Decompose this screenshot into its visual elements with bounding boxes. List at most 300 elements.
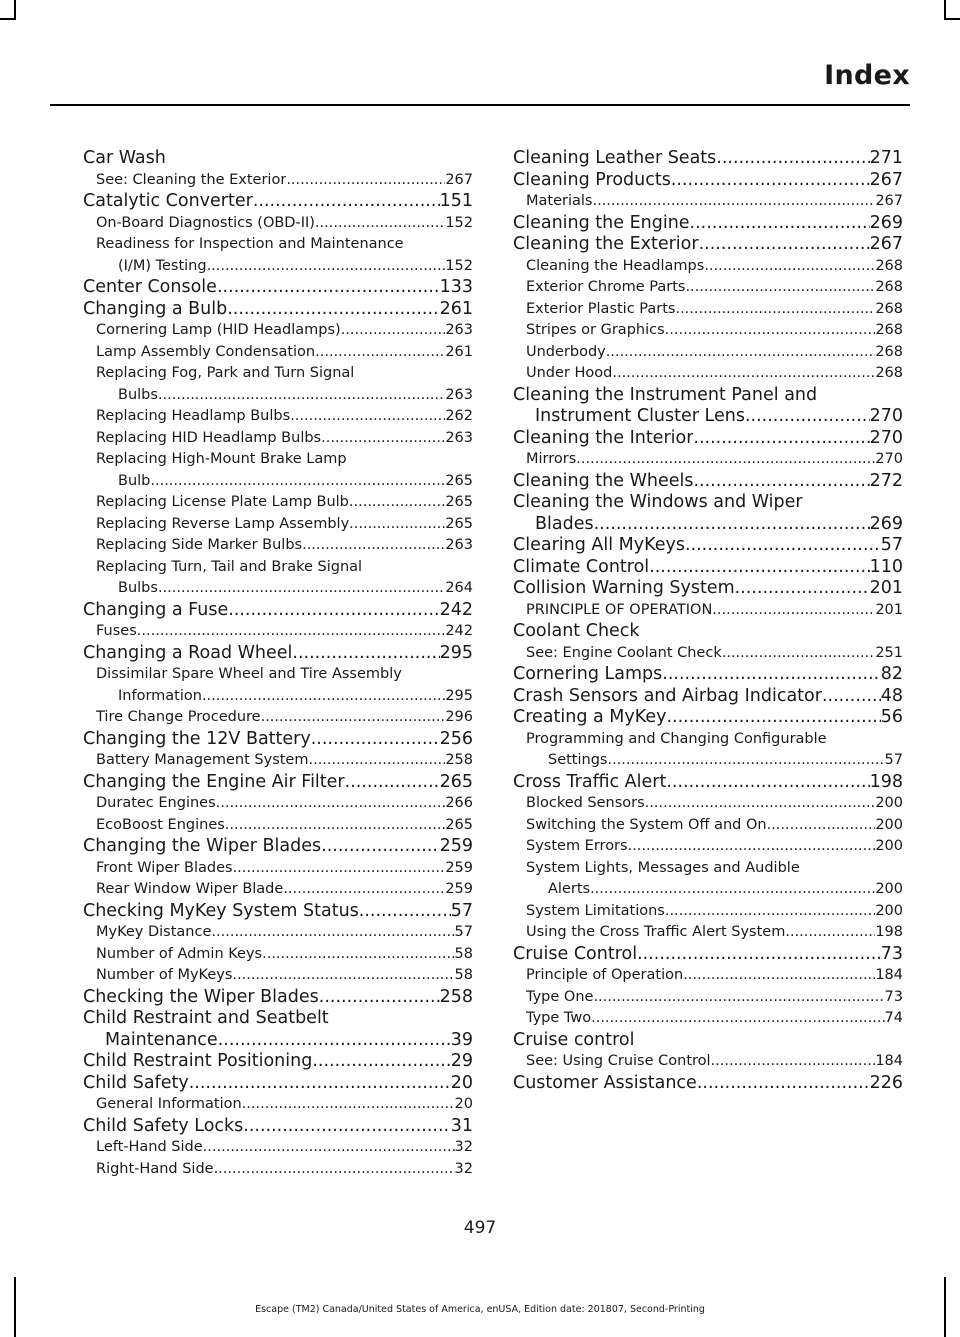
page-reference: 270 [869,406,903,426]
dot-leader [637,944,881,966]
page-reference: 151 [439,191,473,211]
entry-text: Coolant Check [513,621,640,641]
index-heading [513,385,903,407]
entry-text: Cleaning the Exterior [513,234,699,254]
page-reference: 200 [875,881,903,897]
dot-leader [315,213,445,235]
page-reference: 258 [439,986,473,1007]
index-heading [83,1051,473,1073]
entry-text: Dissimilar Spare Wheel and Tire Assembly [96,666,402,682]
entry-text: Cleaning the Engine [513,212,690,233]
page-reference: 200 [875,795,903,811]
dot-leader [576,449,875,471]
entry-text: Bulbs [118,580,158,596]
entry-text: Child Restraint and Seatbelt [83,1008,329,1028]
entry-text: Using the Cross Traffic Alert System [526,924,786,940]
index-subentry [513,1008,903,1030]
page-reference: 264 [445,580,473,596]
index-subentry [83,578,473,600]
entry-text: Rear Window Wiper Blade [96,881,284,897]
index-heading [83,836,473,858]
page-reference: 265 [445,816,473,833]
index-subentry [83,385,473,407]
page-reference: 267 [445,171,473,188]
entry-text: Cruise Control [513,943,638,964]
dot-leader [349,514,445,536]
index-heading [513,1073,903,1095]
entry-text: Underbody [526,343,606,360]
index-subentry [513,879,903,901]
dot-leader [662,664,880,686]
page-reference: 263 [445,537,473,553]
page-reference: 32 [454,1139,473,1155]
page-reference: 58 [454,945,473,962]
index-subentry [83,256,473,278]
entry-text: Materials [526,193,593,209]
entry-text: Type One [526,988,594,1005]
dot-leader [225,815,446,837]
page-reference: 152 [445,257,473,274]
dot-leader [735,578,870,600]
entry-text: On-Board Diagnostics (OBD-II) [96,214,315,231]
dot-leader [671,170,870,192]
page-reference: 271 [869,148,903,168]
index-subentry [83,213,473,235]
page-reference: 270 [869,427,903,448]
index-subentry [83,944,473,966]
dot-leader [683,965,875,987]
entry-text: Replacing Reverse Lamp Assembly [96,515,350,532]
entry-text: General Information [96,1096,242,1112]
dot-leader [232,965,454,987]
dot-leader [227,299,439,321]
page-reference: 74 [884,1010,903,1026]
index-subentry [513,342,903,364]
dot-leader [283,879,445,901]
index-heading [513,471,903,493]
index-subentry [513,320,903,342]
entry-text: Changing a Fuse [83,599,229,620]
entry-text: Under Hood [526,365,613,381]
crop-mark [944,18,960,20]
dot-leader [242,1094,455,1116]
index-subentry [513,858,903,880]
dot-leader [243,1116,450,1138]
entry-text: Information [118,687,202,704]
page-reference: 268 [875,300,903,317]
page-reference: 268 [875,343,903,360]
index-subentry [513,793,903,815]
entry-text: Replacing HID Headlamp Bulbs [96,429,322,446]
index-subentry [83,1094,473,1116]
page-reference: 57 [450,900,473,921]
entry-text: Replacing License Plate Lamp Bulb [96,494,349,510]
page-reference: 48 [880,685,903,706]
dot-leader [666,772,869,794]
entry-text: Stripes or Graphics [526,322,665,338]
dot-leader [233,858,446,880]
index-subentry [513,815,903,837]
dot-leader [712,600,875,622]
dot-leader [822,686,881,708]
index-subentry [83,707,473,729]
page-reference: 267 [875,193,903,209]
entry-text: MyKey Distance [96,924,212,940]
entry-text: Car Wash [83,148,166,168]
index-heading [513,621,903,643]
entry-text: Blades [535,513,594,534]
dot-leader [302,535,445,557]
dot-leader [704,256,875,278]
dot-leader [593,987,884,1009]
page-reference: 251 [875,644,903,661]
entry-text: System Errors [526,838,628,854]
dot-leader [359,901,451,923]
page-reference: 201 [875,601,903,618]
index-heading [83,901,473,923]
index-heading [513,944,903,966]
dot-leader [722,643,876,665]
entry-text: Changing the Wiper Blades [83,836,322,856]
index-subentry [83,664,473,686]
entry-text: Child Safety Locks [83,1115,244,1136]
dot-leader [207,256,446,278]
page-reference: 265 [445,494,473,510]
index-subentry [83,320,473,342]
dot-leader [321,428,445,450]
dot-leader [699,234,870,256]
index-subentry [513,901,903,923]
dot-leader [228,600,439,622]
entry-text: Left-Hand Side [96,1139,203,1155]
page-reference: 152 [445,214,473,231]
page-reference: 270 [875,451,903,467]
entry-text: Blocked Sensors [526,795,645,811]
entry-text: See: Engine Coolant Check [526,644,722,661]
entry-text: Cruise control [513,1029,635,1050]
dot-leader [690,213,870,235]
dot-leader [189,1073,451,1095]
page-reference: 256 [439,728,473,749]
entry-text: Switching the System Off and On [526,816,767,833]
entry-text: Checking MyKey System Status [83,900,359,921]
entry-text: Bulb [118,472,151,489]
dot-leader [203,1137,455,1159]
page-reference: 58 [454,967,473,983]
index-subentry [83,1137,473,1159]
index-subentry [83,557,473,579]
dot-leader [158,578,445,600]
entry-text: Replacing Fog, Park and Turn Signal [96,365,355,381]
index-subentry [83,342,473,364]
index-subentry [513,277,903,299]
entry-text: See: Using Cruise Control [526,1053,711,1069]
index-column-left [83,148,473,1180]
entry-text: Lamp Assembly Condensation [96,343,316,360]
page-reference: 200 [875,902,903,919]
page-reference: 268 [875,279,903,295]
entry-text: PRINCIPLE OF OPERATION [526,601,713,618]
index-subentry [83,621,473,643]
entry-text: Replacing High-Mount Brake Lamp [96,451,347,467]
crop-mark [14,0,16,20]
dot-leader [645,793,876,815]
page-reference: 295 [439,642,473,663]
index-subentry [513,750,903,772]
page-reference: 263 [445,322,473,338]
page-reference: 267 [869,234,903,254]
page-reference: 20 [454,1096,473,1112]
index-subentry [83,815,473,837]
dot-leader [345,772,440,794]
dot-leader [202,686,445,708]
entry-text: Replacing Headlamp Bulbs [96,408,291,424]
index-heading [83,1008,473,1030]
index-heading [513,707,903,729]
entry-text: Mirrors [526,451,577,467]
index-subentry [83,449,473,471]
index-heading [83,987,473,1009]
page-reference: 269 [869,513,903,534]
dot-leader [150,471,445,493]
dot-leader [693,471,869,493]
page-reference: 259 [439,836,473,856]
page-reference: 226 [869,1072,903,1093]
page-reference: 57 [884,752,903,768]
index-subentry [83,406,473,428]
entry-text: Right-Hand Side [96,1160,214,1177]
page-reference: 261 [439,298,473,319]
index-subentry [513,363,903,385]
index-subentry [83,965,473,987]
entry-text: Cleaning the Headlamps [526,257,705,274]
index-subentry [513,965,903,987]
page-reference: 201 [869,578,903,598]
entry-text: Replacing Turn, Tail and Brake Signal [96,558,363,575]
index-subentry [83,492,473,514]
dot-leader [253,191,440,213]
entry-text: Tire Change Procedure [96,709,261,725]
page-reference: 31 [450,1115,473,1136]
entry-text: Crash Sensors and Airbag Indicator [513,685,822,706]
page-reference: 269 [869,212,903,233]
index-subentry [83,686,473,708]
page-reference: 266 [445,795,473,811]
entry-text: (I/M) Testing [118,257,207,274]
entry-text: Checking the Wiper Blades [83,986,319,1007]
dot-leader [594,514,870,536]
index-heading [513,492,903,514]
index-heading [83,148,473,170]
dot-leader [665,320,876,342]
index-heading [513,664,903,686]
index-heading [513,170,903,192]
crop-mark [944,0,946,20]
entry-text: System Limitations [526,902,665,919]
dot-leader [308,750,445,772]
entry-text: Type Two [526,1010,592,1026]
index-subentry [83,793,473,815]
dot-leader [158,385,445,407]
index-heading [83,772,473,794]
entry-text: Cleaning Leather Seats [513,148,717,168]
index-heading [513,557,903,579]
dot-leader [211,922,454,944]
entry-text: Front Wiper Blades [96,859,233,876]
dot-leader [290,406,445,428]
index-heading [83,1116,473,1138]
entry-text: Duratec Engines [96,795,216,811]
dot-leader [606,342,876,364]
entry-text: Programming and Changing Configurable [526,730,827,747]
index-subentry [513,600,903,622]
dot-leader [592,191,875,213]
index-subentry [83,750,473,772]
page-reference: 110 [869,556,903,577]
dot-leader [590,879,875,901]
page-reference: 200 [875,838,903,854]
index-heading [83,299,473,321]
page-reference: 242 [445,623,473,639]
dot-leader [665,901,875,923]
dot-leader [261,707,446,729]
entry-text: Exterior Chrome Parts [526,279,686,295]
index-heading [83,1073,473,1095]
index-column-right [513,148,903,1094]
entry-text: Changing a Road Wheel [83,642,293,663]
entry-text: Cleaning the Instrument Panel and [513,384,818,405]
index-subentry [83,428,473,450]
page-reference: 265 [439,771,473,792]
index-subentry [83,879,473,901]
index-subentry [513,922,903,944]
entry-text: Child Restraint Positioning [83,1051,313,1071]
entry-text: Catalytic Converter [83,191,253,211]
page-reference: 265 [445,472,473,489]
header-rule [50,104,910,106]
page-reference: 259 [445,859,473,876]
entry-text: Cleaning Products [513,169,671,190]
page-reference: 39 [450,1029,473,1050]
page-reference: 268 [875,257,903,274]
dot-leader [685,535,881,557]
entry-text: Changing the Engine Air Filter [83,771,345,792]
dot-leader [697,1073,870,1095]
dot-leader [341,320,446,342]
index-heading [513,578,903,600]
index-subentry [83,514,473,536]
entry-text: Number of MyKeys [96,967,233,983]
dot-leader [315,342,445,364]
entry-text: Cornering Lamp (HID Headlamps) [96,322,341,338]
page-reference: 272 [869,470,903,491]
dot-leader [711,1051,876,1073]
entry-text: Settings [548,752,608,768]
index-heading [513,428,903,450]
index-heading [83,1030,473,1052]
index-subentry [513,299,903,321]
index-subentry [513,836,903,858]
entry-text: Cleaning the Windows and Wiper [513,492,803,512]
index-heading [513,406,903,428]
page-reference: 268 [875,322,903,338]
dot-leader [217,277,440,299]
page-reference: 258 [445,752,473,768]
dot-leader [745,406,870,428]
index-subentry [513,1051,903,1073]
dot-leader [286,170,445,192]
index-subentry [83,858,473,880]
index-subentry [83,535,473,557]
entry-text: Cross Traffic Alert [513,771,667,792]
entry-text: Maintenance [105,1029,218,1050]
index-heading [83,600,473,622]
dot-leader [349,492,445,514]
index-subentry [83,234,473,256]
entry-text: Number of Admin Keys [96,945,263,962]
index-heading [83,191,473,213]
dot-leader [693,428,869,450]
dot-leader [319,987,440,1009]
entry-text: Replacing Side Marker Bulbs [96,537,303,553]
page-reference: 32 [454,1160,473,1177]
dot-leader [292,643,439,665]
index-heading [513,1030,903,1052]
dot-leader [675,299,875,321]
entry-text: Cleaning the Interior [513,427,694,448]
index-subentry [513,729,903,751]
index-heading [83,643,473,665]
index-heading [513,535,903,557]
dot-leader [216,793,446,815]
page-reference: 242 [439,599,473,620]
page-reference: 29 [450,1051,473,1071]
index-heading [83,277,473,299]
index-subentry [513,191,903,213]
dot-leader [591,1008,884,1030]
footer-text: Escape (TM2) Canada/United States of America, enUSA, Edition date: 201807, Second-Printing [255,1304,705,1315]
index-subentry [83,471,473,493]
dot-leader [214,1159,455,1181]
index-subentry [513,987,903,1009]
entry-text: Child Safety [83,1072,189,1093]
page-reference: 267 [869,169,903,190]
index-subentry [513,449,903,471]
page-reference: 57 [454,924,473,940]
page-reference: 295 [445,687,473,704]
index-subentry [83,363,473,385]
dot-leader [321,836,439,858]
index-heading [513,686,903,708]
index-subentry [83,1159,473,1181]
page-reference: 198 [875,924,903,940]
entry-text: Alerts [548,881,591,897]
entry-text: Fuses [96,623,137,639]
entry-text: Changing a Bulb [83,298,228,319]
dot-leader [685,277,875,299]
entry-text: Collision Warning System [513,578,735,598]
entry-text: System Lights, Messages and Audible [526,859,800,876]
dot-leader [262,944,454,966]
page-reference: 56 [880,707,903,727]
entry-text: Cornering Lamps [513,664,663,684]
entry-text: Climate Control [513,556,650,577]
page-number: 497 [463,1218,497,1238]
dot-leader [607,750,884,772]
entry-text: Clearing All MyKeys [513,535,685,555]
page-reference: 133 [439,277,473,297]
dot-leader [666,707,880,729]
